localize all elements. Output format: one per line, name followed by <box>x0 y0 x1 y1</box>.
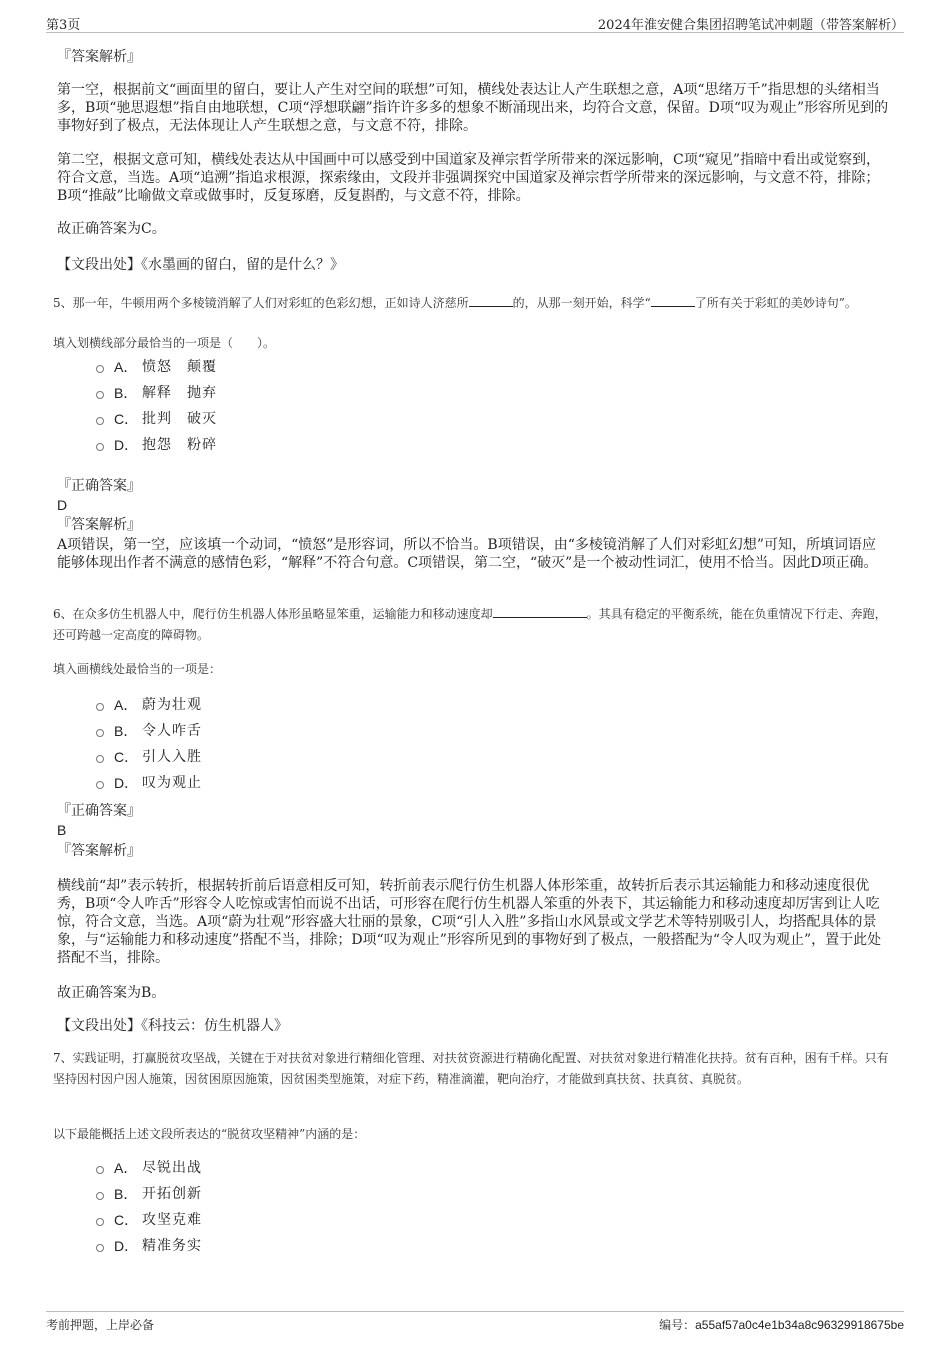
q5-option-d[interactable]: D． 抱怨 粉碎 <box>96 436 217 454</box>
q5-option-b[interactable]: B． 解释 抛弃 <box>96 384 217 402</box>
footer-slogan: 考前押题，上岸必备 <box>46 1318 155 1332</box>
q7-option-a[interactable]: A． 尽锐出战 <box>96 1159 202 1177</box>
question-6-prompt: 填入画横线处最恰当的一项是： <box>53 662 222 676</box>
correct-answer-label: 『正确答案』 <box>57 478 141 494</box>
correct-answer: B <box>57 822 67 838</box>
passage-source: 【文段出处】《水墨画的留白，留的是什么？》 <box>57 257 344 273</box>
q5-option-c[interactable]: C． 批判 破灭 <box>96 410 217 428</box>
q6-option-d[interactable]: D． 叹为观止 <box>96 774 202 792</box>
radio-button-icon[interactable] <box>96 417 104 425</box>
q6-option-a[interactable]: A． 蔚为壮观 <box>96 696 202 714</box>
radio-button-icon[interactable] <box>96 755 104 763</box>
radio-button-icon[interactable] <box>96 365 104 373</box>
analysis-paragraph-2: 第二空，根据文意可知，横线处表达从中国画中可以感受到中国道家及禅宗哲学所带来的深远影响，C项“窥见”指暗中看出或觉察到，符合文意，当选。A项“追溯”指追求根源，探索缘由，文段并非强调探究中国道家及禅宗哲学所带来的深远影响，与文意不符，排除；B项“推敲”比喻做文章或做事时，反复琢磨，反复斟酌，与文意不符，排除。 <box>57 152 881 204</box>
q7-option-b[interactable]: B． 开拓创新 <box>96 1185 202 1203</box>
blank-line <box>651 294 695 307</box>
correct-answer: D <box>57 497 68 513</box>
question-6-stem: 6、在众多仿生机器人中，爬行仿生机器人体形虽略显笨重，运输能力和移动速度却 。其具有稳定的平衡系统，能在负重情况下行走、奔跑，还可跨越一定高度的障碍物。 <box>53 607 887 642</box>
question-5-prompt: 填入划横线部分最恰当的一项是（ ）。 <box>53 336 276 350</box>
serial-number: a55af57a0c4e1b34a8c96329918675be <box>695 1318 904 1332</box>
question-7-stem: 7、实践证明，打赢脱贫攻坚战，关键在于对扶贫对象进行精细化管理、对扶贫资源进行精确化配置、对扶贫对象进行精准化扶持。贫有百种，困有千样。只有坚持因村因户因人施策，因贫困原因施策，因贫困类型施策，对症下药，精准滴灌，靶向治疗，才能做到真扶贫、扶真贫、真脱贫。 <box>53 1051 889 1086</box>
header-divider <box>46 32 904 33</box>
blank-line <box>493 605 587 618</box>
question-5-analysis: A项错误，第一空，应该填一个动词，“愤怒”是形容词，所以不恰当。B项错误，由“多棱镜消解了人们对彩虹幻想”可知，所填词语应能够体现出作者不满意的感情色彩，“解释”不符合句意。C项错误，第二空，“破灭”是一个被动性词汇，使用不恰当。因此D项正确。 <box>57 537 878 571</box>
radio-button-icon[interactable] <box>96 1192 104 1200</box>
question-5-stem: 5、那一年，牛顿用两个多棱镜消解了人们对彩虹的色彩幻想，正如诗人济慈所 的，从那一刻开始，科学“ 了所有关于彩虹的美妙诗句”。 <box>53 296 857 310</box>
radio-button-icon[interactable] <box>96 1166 104 1174</box>
radio-button-icon[interactable] <box>96 781 104 789</box>
analysis-label: 『答案解析』 <box>57 49 141 65</box>
q7-option-c[interactable]: C． 攻坚克难 <box>96 1211 202 1229</box>
footer-divider <box>46 1311 904 1312</box>
analysis-paragraph-1: 第一空，根据前文“画面里的留白，要让人产生对空间的联想”可知，横线处表达让人产生联想之意，A项“思绪万千”指思想的头绪相当多，B项“驰思遐想”指自由地联想，C项“浮想联翩”指许许多多的想象不断涌现出来，均符合文意，保留。D项“叹为观止”形容所见到的事物好到了极点，无法体现让人产生联想之意，与文意不符，排除。 <box>57 82 889 134</box>
q6-option-b[interactable]: B． 令人咋舌 <box>96 722 202 740</box>
document-title: 2024年淮安健合集团招聘笔试冲刺题（带答案解析） <box>597 18 904 33</box>
radio-button-icon[interactable] <box>96 1218 104 1226</box>
question-7-prompt: 以下最能概括上述文段所表达的“脱贫攻坚精神”内涵的是： <box>53 1127 366 1141</box>
page-number: 第3页 <box>46 18 81 33</box>
answer-conclusion: 故正确答案为B。 <box>57 985 166 1001</box>
radio-button-icon[interactable] <box>96 443 104 451</box>
document-serial <box>659 1316 904 1333</box>
q7-option-d[interactable]: D． 精准务实 <box>96 1237 202 1255</box>
correct-answer-label: 『正确答案』 <box>57 803 141 819</box>
radio-button-icon[interactable] <box>96 703 104 711</box>
radio-button-icon[interactable] <box>96 1244 104 1252</box>
analysis-label: 『答案解析』 <box>57 517 141 533</box>
question-6-analysis: 横线前“却”表示转折，根据转折前后语意相反可知，转折前表示爬行仿生机器人体形笨重，故转折后表示其运输能力和移动速度很优秀，B项“令人咋舌”形容令人吃惊或害怕而说不出话，可形容在爬行仿生机器人笨重的外表下，其运输能力和移动速度却厉害到让人吃惊，符合文意，当选。A项“蔚为壮观”形容盛大壮丽的景象，C项“引人入胜”多指山水风景或文学艺术等特别吸引人，均搭配具体的景象，与“运输能力和移动速度”搭配不当，排除；D项“叹为观止”形容所见到的事物好到了极点，一般搭配为“令人叹为观止”，置于此处搭配不当，排除。 <box>57 878 882 966</box>
passage-source: 【文段出处】《科技云：仿生机器人》 <box>57 1018 288 1034</box>
radio-button-icon[interactable] <box>96 391 104 399</box>
q5-option-a[interactable]: A． 愤怒 颠覆 <box>96 358 217 376</box>
answer-conclusion: 故正确答案为C。 <box>57 221 166 237</box>
radio-button-icon[interactable] <box>96 729 104 737</box>
serial-label: 编号： <box>659 1318 696 1332</box>
blank-line <box>469 294 513 307</box>
q6-option-c[interactable]: C． 引人入胜 <box>96 748 202 766</box>
analysis-label: 『答案解析』 <box>57 843 141 859</box>
